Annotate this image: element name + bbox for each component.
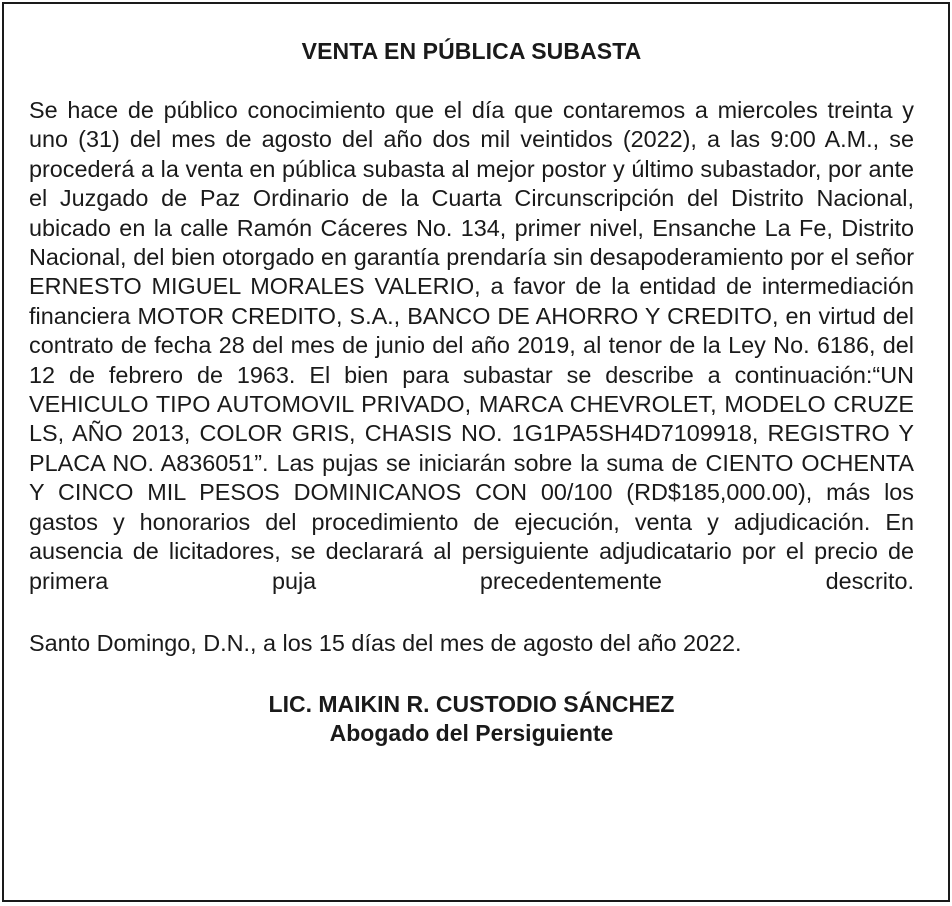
- legal-notice: [2, 2, 950, 902]
- signature-name: LIC. MAIKIN R. CUSTODIO SÁNCHEZ: [268, 690, 675, 717]
- notice-body: Se hace de público conocimiento que el día que contaremos a miercoles treinta y uno (31) del mes de agosto del año dos mil veintidos (2022), a las 9:00 A.M., se procederá a la venta en pública subasta al mejor postor y último subastador, por ante el Juzgado de Paz Ordinario de la Cuarta Circunscripción del Distrito Nacional, ubicado en la calle Ramón Cáceres No. 134, primer nivel, Ensanche La Fe, Distrito Nacional, del bien otorgado en garantía prendaría sin desapoderamiento por el señor ERNESTO MIGUEL MORALES VALERIO, a favor de la entidad de intermediación financiera MOTOR CREDITO, S.A., BANCO DE AHORRO Y CREDITO, en virtud del contrato de fecha 28 del mes de junio del año 2019, al tenor de la Ley No. 6186, del 12 de febrero de 1963. El bien para subastar se describe a continuación:“UN VEHICULO TIPO AUTOMOVIL PRIVADO, MARCA CHEVROLET, MODELO CRUZE LS, AÑO 2013, COLOR GRIS, CHASIS NO. 1G1PA5SH4D7109918, REGISTRO Y PLACA NO. A836051”. Las pujas se iniciarán sobre la suma de CIENTO OCHENTA Y CINCO MIL PESOS DOMINICANOS CON 00/100 (RD$185,000.00), más los gastos y honorarios del procedimiento de ejecución, venta y adjudicación. En ausencia de licitadores, se declarará al persiguiente adjudicatario por el precio de primera puja precedentemente descrito.: [29, 97, 914, 594]
- signature-role: Abogado del Persiguiente: [329, 719, 614, 746]
- notice-title: VENTA EN PÚBLICA SUBASTA: [301, 38, 642, 64]
- signature-block: [29, 690, 914, 748]
- notice-date-line: Santo Domingo, D.N., a los 15 días del mes de agosto del año 2022.: [29, 629, 742, 656]
